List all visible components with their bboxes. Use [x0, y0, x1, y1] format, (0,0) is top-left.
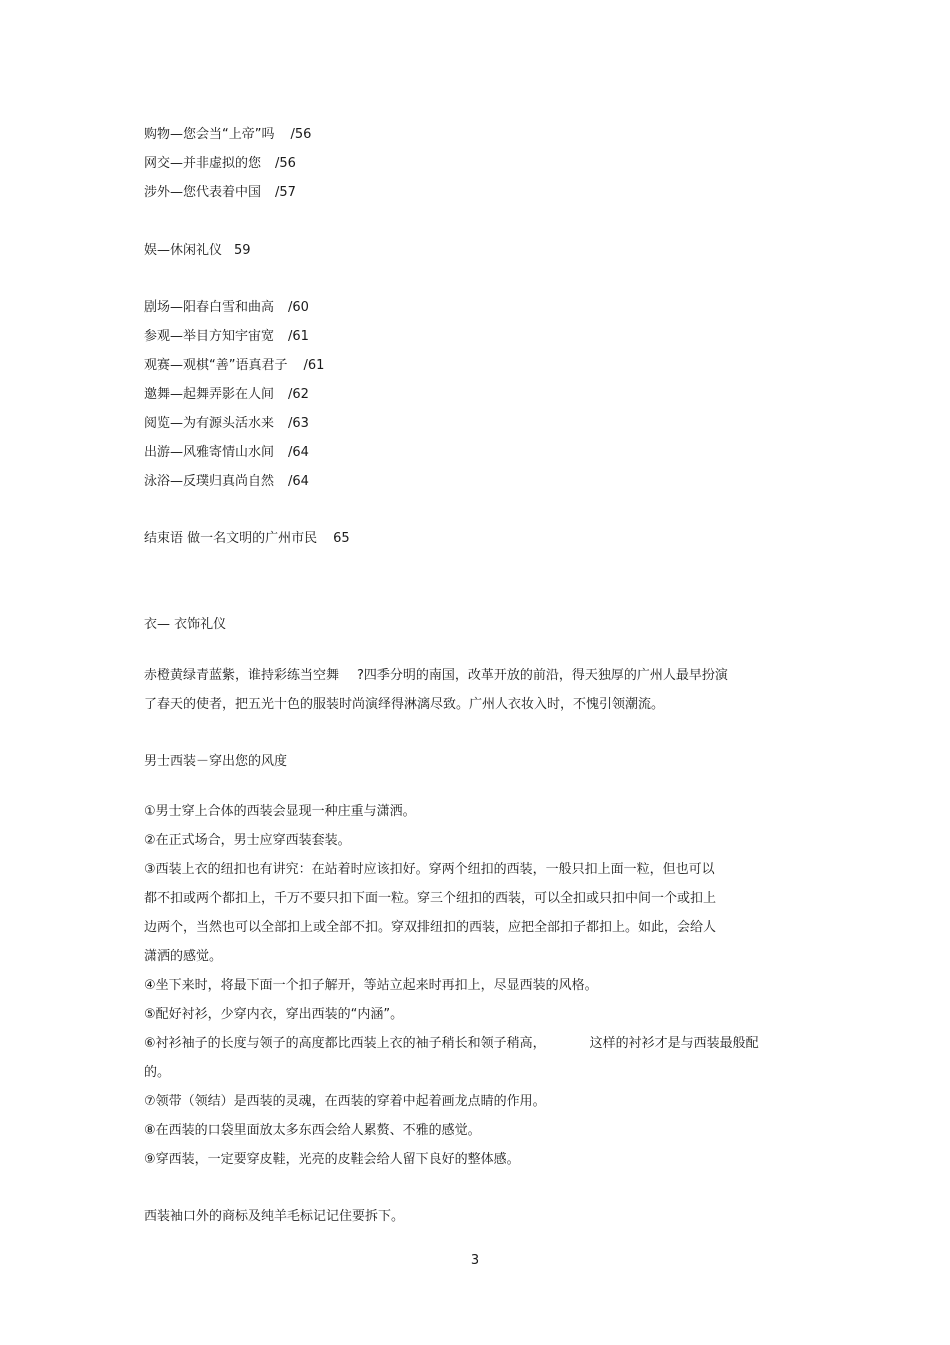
- toc-entry-page: /60: [288, 300, 309, 315]
- toc-entry-shopping: [144, 127, 311, 143]
- toc-entry-match: [144, 358, 324, 374]
- toc-entry-title: 观赛—观棋“善”语真君子: [144, 358, 288, 373]
- toc-entry-title: 邀舞—起舞弄影在人间: [144, 387, 275, 402]
- list-item-3-line-2: 都不扣或两个都扣上，千万不要只扣下面一粒。穿三个纽扣的西装，可以全扣或只扣中间一个或扣上: [144, 891, 717, 906]
- closing-note: 西装袖口外的商标及纯羊毛标记记住要拆下。: [144, 1209, 405, 1224]
- toc-entry-theatre: [144, 300, 309, 316]
- toc-entry-page: /62: [288, 387, 309, 402]
- toc-entry-page: /57: [275, 185, 296, 200]
- toc-entry-page: /61: [303, 358, 325, 373]
- toc-chapter-title: 娱—休闲礼仪: [144, 243, 223, 258]
- toc-entry-title: 购物—您会当“上帝”吗: [144, 127, 275, 142]
- list-item-8: ⑧在西装的口袋里面放太多东西会给人累赘、不雅的感觉。: [144, 1123, 481, 1138]
- list-item-6-line-1: [144, 1036, 759, 1052]
- list-item-2: ②在正式场合，男士应穿西装套装。: [144, 833, 351, 848]
- toc-entry-reading: [144, 416, 309, 432]
- list-item-7: ⑦领带（领结）是西装的灵魂，在西装的穿着中起着画龙点睛的作用。: [144, 1094, 546, 1109]
- list-item-6-line-2: 的。: [144, 1065, 171, 1080]
- toc-entry-travel: [144, 445, 309, 461]
- toc-conclusion-page: 65: [333, 531, 350, 546]
- toc-entry-title: 剧场—阳春白雪和曲高: [144, 300, 275, 315]
- toc-entry-title: 网交—并非虚拟的您: [144, 156, 262, 171]
- subheading: 男士西装－穿出您的风度: [144, 754, 288, 769]
- toc-entry-title: 出游—风雅寄情山水间: [144, 445, 275, 460]
- toc-entry-page: /56: [275, 156, 296, 171]
- toc-entry-title: 涉外—您代表着中国: [144, 185, 262, 200]
- intro-line-1-part-a: 赤橙黄绿青蓝紫，谁持彩练当空舞: [144, 668, 340, 683]
- toc-entry-title: 泳浴—反璞归真尚自然: [144, 474, 275, 489]
- toc-conclusion: [144, 531, 350, 547]
- intro-line-1: [144, 668, 728, 684]
- toc-entry-online: [144, 156, 296, 172]
- toc-conclusion-title: 结束语 做一名文明的广州市民: [144, 531, 318, 546]
- toc-entry-swim: [144, 474, 309, 490]
- intro-line-2: 了春天的使者，把五光十色的服装时尚演绎得淋漓尽致。广州人衣妆入时，不愧引领潮流。: [144, 697, 665, 712]
- list-item-3-line-4: 潇洒的感觉。: [144, 949, 223, 964]
- intro-line-1-part-b: ?四季分明的南国，改革开放的前沿，得天独厚的广州人最早扮演: [357, 668, 728, 683]
- toc-chapter-page: 59: [234, 243, 251, 258]
- toc-chapter-yu: [144, 243, 251, 259]
- toc-entry-page: /64: [288, 445, 309, 460]
- toc-entry-page: /63: [288, 416, 309, 431]
- toc-entry-foreign: [144, 185, 296, 201]
- toc-entry-dance: [144, 387, 309, 403]
- list-item-3-line-3: 边两个，当然也可以全部扣上或全部不扣。穿双排纽扣的西装，应把全部扣子都扣上。如此，会给人: [144, 920, 717, 935]
- toc-entry-title: 阅览—为有源头活水来: [144, 416, 275, 431]
- toc-entry-title: 参观—举目方知宇宙宽: [144, 329, 275, 344]
- list-item-3-line-1: ③西装上衣的纽扣也有讲究：在站着时应该扣好。穿两个纽扣的西装，一般只扣上面一粒，但也可以: [144, 862, 715, 877]
- page-number: 3: [470, 1253, 480, 1268]
- list-item-6-part-b: 这样的衬衫才是与西装最般配: [589, 1036, 759, 1051]
- toc-entry-page: /56: [290, 127, 312, 142]
- toc-entry-page: /64: [288, 474, 309, 489]
- list-item-6-part-a: ⑥衬衫袖子的长度与领子的高度都比西装上衣的袖子稍长和领子稍高，: [144, 1036, 546, 1051]
- list-item-5: ⑤配好衬衫，少穿内衣，穿出西装的“内涵”。: [144, 1007, 404, 1022]
- list-item-4: ④坐下来时，将最下面一个扣子解开，等站立起来时再扣上，尽显西装的风格。: [144, 978, 598, 993]
- toc-entry-visit: [144, 329, 309, 345]
- toc-entry-page: /61: [288, 329, 309, 344]
- list-item-1: ①男士穿上合体的西装会显现一种庄重与潇洒。: [144, 804, 416, 819]
- section-heading: 衣— 衣饰礼仪: [144, 617, 227, 632]
- list-item-9: ⑨穿西装，一定要穿皮鞋，光亮的皮鞋会给人留下良好的整体感。: [144, 1152, 520, 1167]
